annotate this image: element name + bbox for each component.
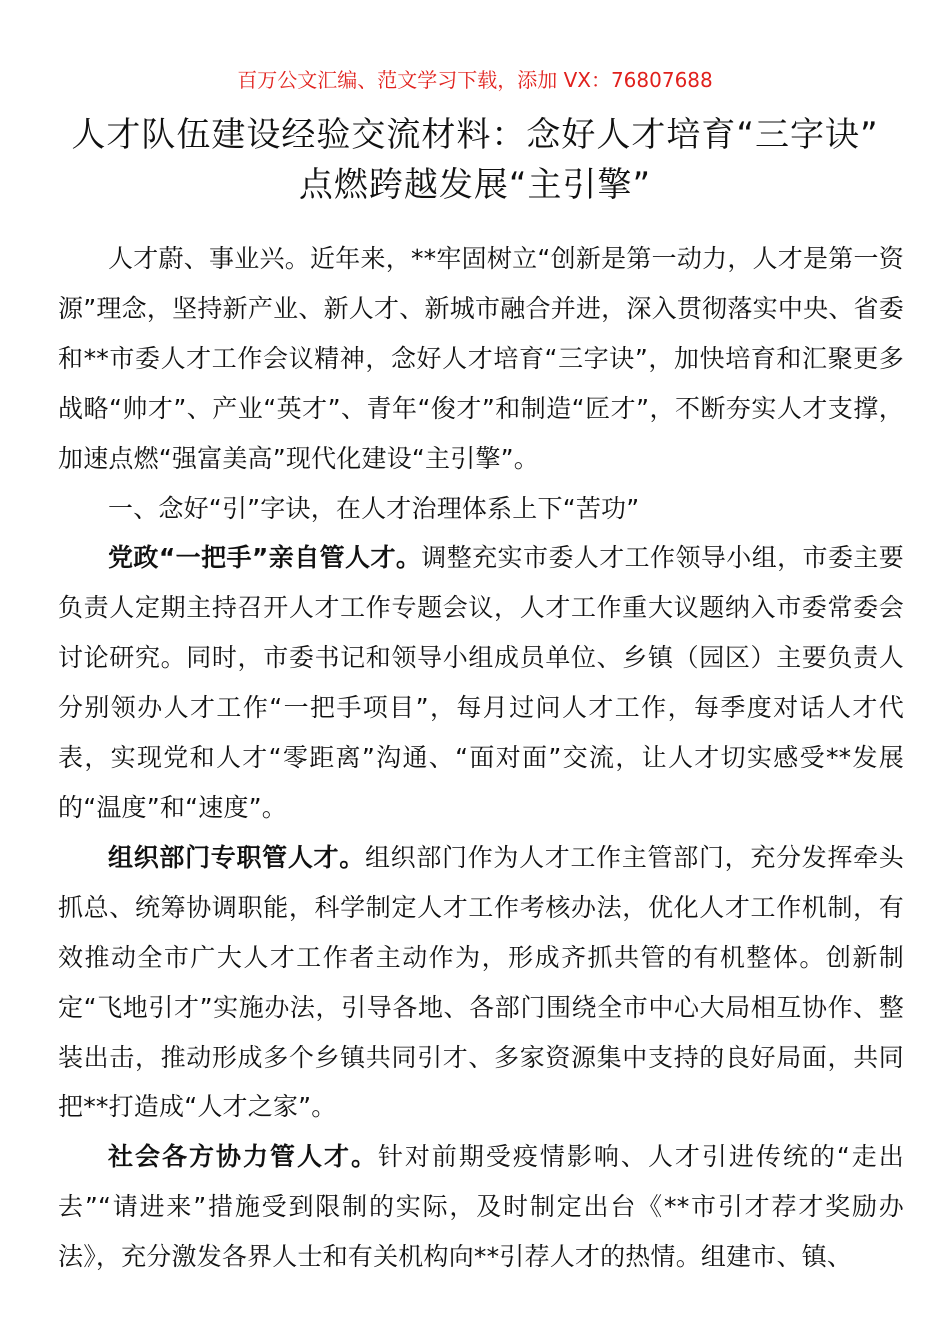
- paragraph-organization-dept: [58, 833, 904, 1132]
- paragraph-text: 调整充实市委人才工作领导小组，市委主要负责人定期主持召开人才工作专题会议，人才工作重大议题纳入市委常委会讨论研究。同时，市委书记和领导小组成员单位、乡镇（园区）主要负责人分别领办人才工作“一把手项目”，每月过问人才工作，每季度对话人才代表，实现党和人才“零距离”沟通、“面对面”交流，让人才切实感受**发展的“温度”和“速度”。: [58, 543, 904, 822]
- paragraph-text: 一、念好“引”字诀，在人才治理体系上下“苦功”: [108, 493, 640, 523]
- paragraph-text: 人才蔚、事业兴。近年来，**牢固树立“创新是第一动力，人才是第一资源”理念，坚持新产业、新人才、新城市融合并进，深入贯彻落实中央、省委和**市委人才工作会议精神，念好人才培育“三字诀”，加快培育和汇聚更多战略“帅才”、产业“英才”、青年“俊才”和制造“匠才”，不断夯实人才支撑，加速点燃“强富美高”现代化建设“主引擎”。: [58, 244, 904, 473]
- section-heading: [58, 484, 904, 534]
- paragraph-lead: 党政“一把手”亲自管人才。: [108, 543, 422, 573]
- document-title: 人才队伍建设经验交流材料：念好人才培育“三字诀” 点燃跨越发展“主引擎”: [71, 115, 879, 205]
- paragraph-text: 组织部门作为人才工作主管部门，充分发挥牵头抓总、统筹协调职能，科学制定人才工作考核办法，优化人才工作机制，有效推动全市广大人才工作者主动作为，形成齐抓共管的有机整体。创新制定“飞地引才”实施办法，引导各地、各部门围绕全市中心大局相互协作、整装出击，推动形成多个乡镇共同引才、多家资源集中支持的良好局面，共同把**打造成“人才之家”。: [58, 842, 904, 1122]
- paragraph-party-leaders: [58, 533, 904, 832]
- paragraph-text: 针对前期受疫情影响、人才引进传统的“走出去”“请进来”措施受到限制的实际，及时制定出台《**市引才荐才奖励办法》，充分激发各界人士和有关机构向**引荐人才的热情。组建市、镇、: [58, 1142, 904, 1272]
- paragraph-lead: 社会各方协力管人才。: [108, 1142, 378, 1172]
- paragraph-intro: [58, 234, 904, 484]
- watermark-banner: 百万公文汇编、范文学习下载，添加 VX：76807688: [237, 68, 713, 92]
- paragraph-social-parties: [58, 1132, 904, 1282]
- document-body: [58, 234, 904, 1282]
- paragraph-lead: 组织部门专职管人才。: [108, 842, 365, 872]
